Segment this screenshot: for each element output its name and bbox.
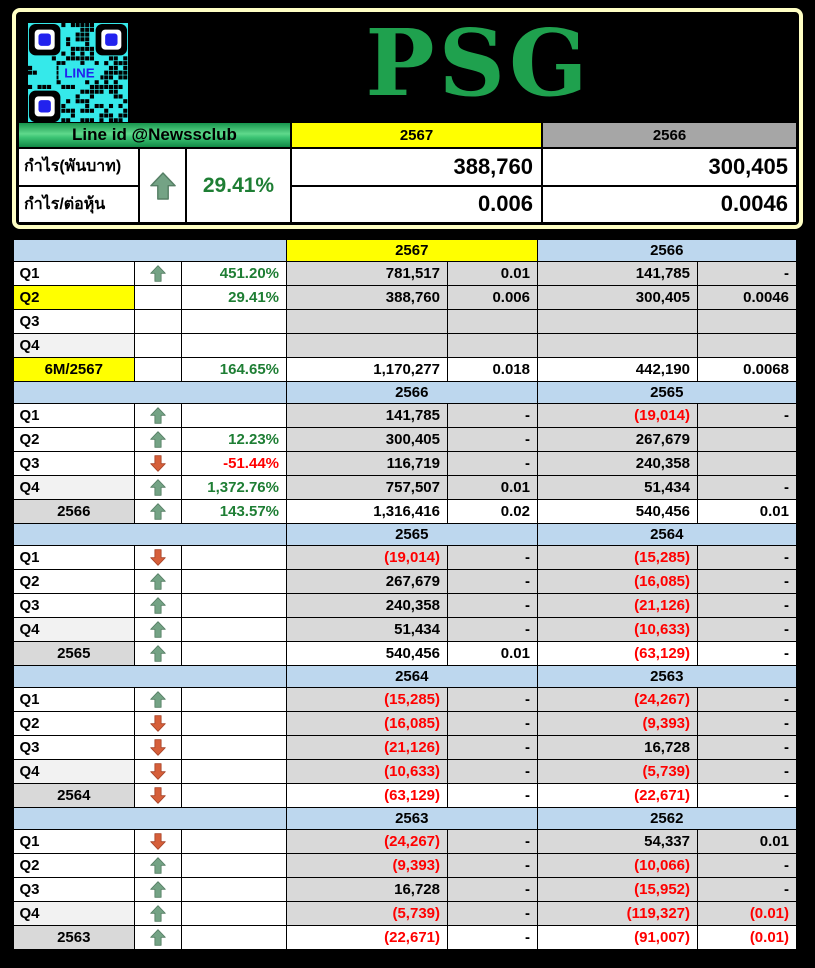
quarter-label-cell: 2563 xyxy=(13,925,136,951)
quarter-row xyxy=(14,618,797,642)
profit-cell: (9,393) xyxy=(286,853,449,879)
quarter-label-cell: Q1 xyxy=(13,403,136,429)
block-header-spacer xyxy=(13,807,288,831)
profit-cell: (119,327) xyxy=(537,901,699,927)
trend-arrow-cell xyxy=(134,901,183,927)
profit-cell: 240,358 xyxy=(286,593,449,619)
profit-cell: (10,066) xyxy=(537,853,699,879)
eps-cell: - xyxy=(447,829,539,855)
profit-cell xyxy=(286,309,449,335)
summary-table xyxy=(18,122,797,223)
up-arrow-icon xyxy=(149,406,167,425)
up-arrow-icon xyxy=(149,572,167,591)
up-arrow-icon xyxy=(149,644,167,663)
profit-cell: 781,517 xyxy=(286,261,449,287)
trend-arrow-cell xyxy=(134,593,183,619)
eps-cell: - xyxy=(697,735,798,761)
profit-cell: 51,434 xyxy=(286,617,449,643)
profit-cell: (5,739) xyxy=(537,759,699,785)
profit-cell: 540,456 xyxy=(286,641,449,667)
eps-cell: - xyxy=(447,427,539,453)
profit-cell: (91,007) xyxy=(537,925,699,951)
quarter-label-cell: Q1 xyxy=(13,687,136,713)
quarter-label-cell: 6M/2567 xyxy=(13,357,136,383)
eps-cell: - xyxy=(697,877,798,903)
quarter-row xyxy=(14,570,797,594)
trend-arrow-cell xyxy=(134,357,183,383)
profit-cell: (63,129) xyxy=(537,641,699,667)
eps-cell: - xyxy=(447,545,539,571)
percent-cell: -51.44% xyxy=(181,451,288,477)
quarter-label-cell: Q2 xyxy=(13,853,136,879)
trend-arrow-cell xyxy=(134,759,183,785)
eps-cell: - xyxy=(697,545,798,571)
profit-cell: (24,267) xyxy=(537,687,699,713)
trend-arrow-cell xyxy=(134,853,183,879)
percent-cell: 143.57% xyxy=(181,499,288,525)
trend-arrow-cell xyxy=(134,925,183,951)
header-panel xyxy=(12,8,803,229)
percent-cell xyxy=(181,687,288,713)
percent-cell: 451.20% xyxy=(181,261,288,287)
eps-cell: - xyxy=(447,711,539,737)
quarter-label-cell: Q2 xyxy=(13,427,136,453)
block-header-spacer xyxy=(13,665,288,689)
eps-cell: - xyxy=(447,925,539,951)
block-year-left: 2563 xyxy=(286,807,539,831)
profit-cell xyxy=(537,309,699,335)
profit-thousand-baht-label: กำไร(พันบาท) xyxy=(18,148,139,186)
quarter-label-cell: Q3 xyxy=(13,877,136,903)
profit-cell: (5,739) xyxy=(286,901,449,927)
eps-cell: 0.01 xyxy=(697,499,798,525)
block-header-row xyxy=(14,666,797,688)
trend-arrow-cell xyxy=(134,641,183,667)
block-year-right: 2563 xyxy=(537,665,798,689)
eps-cell: - xyxy=(697,711,798,737)
eps-cell: - xyxy=(697,687,798,713)
eps-cell: - xyxy=(697,475,798,501)
trend-arrow-cell xyxy=(134,499,183,525)
eps-cell: - xyxy=(697,569,798,595)
block-header-row xyxy=(14,524,797,546)
quarter-label-cell: Q4 xyxy=(13,759,136,785)
up-arrow-icon xyxy=(149,596,167,615)
up-arrow-icon xyxy=(149,904,167,923)
eps-cell: - xyxy=(447,687,539,713)
quarter-label-cell: Q1 xyxy=(13,261,136,287)
percent-cell xyxy=(181,569,288,595)
quarter-row xyxy=(14,688,797,712)
percent-cell: 12.23% xyxy=(181,427,288,453)
profit-cell: 1,170,277 xyxy=(286,357,449,383)
profit-cell: 141,785 xyxy=(286,403,449,429)
block-year-left: 2567 xyxy=(286,239,539,263)
trend-arrow-cell xyxy=(134,309,183,335)
profit-cell: (10,633) xyxy=(537,617,699,643)
quarter-row xyxy=(14,310,797,334)
percent-cell xyxy=(181,925,288,951)
down-arrow-icon xyxy=(149,548,167,567)
trend-arrow-cell xyxy=(134,545,183,571)
eps-cell: - xyxy=(697,617,798,643)
quarter-row xyxy=(14,262,797,286)
trend-arrow-cell xyxy=(134,285,183,311)
profit-cell: (63,129) xyxy=(286,783,449,809)
profit-cell: (16,085) xyxy=(537,569,699,595)
percent-cell xyxy=(181,641,288,667)
profit-cell: 16,728 xyxy=(537,735,699,761)
profit-cell: (15,285) xyxy=(537,545,699,571)
trend-arrow-cell xyxy=(134,783,183,809)
percent-cell xyxy=(181,333,288,359)
stock-ticker-title: PSG xyxy=(365,9,592,117)
up-arrow-icon xyxy=(149,928,167,947)
eps-cell: - xyxy=(447,403,539,429)
qr-line-label: LINE xyxy=(64,65,95,81)
eps-cell: - xyxy=(447,593,539,619)
percent-cell: 29.41% xyxy=(181,285,288,311)
up-arrow-icon xyxy=(149,430,167,449)
percent-cell: 164.65% xyxy=(181,357,288,383)
percent-cell xyxy=(181,711,288,737)
eps-cell xyxy=(697,427,798,453)
profit-cell: (24,267) xyxy=(286,829,449,855)
summary-year-2566-header: 2566 xyxy=(542,122,797,148)
trend-arrow-cell xyxy=(134,877,183,903)
block-header-spacer xyxy=(13,381,288,405)
eps-cell: - xyxy=(697,783,798,809)
percent-cell xyxy=(181,783,288,809)
eps-cell: - xyxy=(697,593,798,619)
quarter-label-cell: Q4 xyxy=(13,617,136,643)
summary-profit-2566: 300,405 xyxy=(542,148,797,186)
quarter-row xyxy=(14,404,797,428)
eps-cell: - xyxy=(697,641,798,667)
trend-arrow-cell xyxy=(134,711,183,737)
percent-cell xyxy=(181,735,288,761)
eps-cell: - xyxy=(697,403,798,429)
quarter-label-cell: Q4 xyxy=(13,901,136,927)
quarters-table xyxy=(14,240,797,950)
eps-cell: - xyxy=(447,617,539,643)
profit-cell: (19,014) xyxy=(537,403,699,429)
trend-arrow-cell xyxy=(134,829,183,855)
profit-cell: 240,358 xyxy=(537,451,699,477)
trend-arrow-cell xyxy=(134,475,183,501)
quarter-row xyxy=(14,476,797,500)
trend-arrow-cell xyxy=(134,617,183,643)
up-arrow-icon xyxy=(149,502,167,521)
profit-cell: (21,126) xyxy=(286,735,449,761)
block-header-spacer xyxy=(13,239,288,263)
profit-cell: 51,434 xyxy=(537,475,699,501)
quarter-row xyxy=(14,830,797,854)
up-arrow-icon xyxy=(148,165,178,207)
line-qr-code xyxy=(28,23,128,123)
profit-cell: 388,760 xyxy=(286,285,449,311)
eps-cell: 0.02 xyxy=(447,499,539,525)
eps-cell: - xyxy=(447,901,539,927)
total-row xyxy=(14,358,797,382)
profit-cell: (15,285) xyxy=(286,687,449,713)
quarter-row xyxy=(14,854,797,878)
quarter-label-cell: Q4 xyxy=(13,333,136,359)
eps-cell xyxy=(697,309,798,335)
quarter-label-cell: Q3 xyxy=(13,451,136,477)
block-year-right: 2566 xyxy=(537,239,798,263)
block-header-row xyxy=(14,382,797,404)
eps-cell xyxy=(447,333,539,359)
trend-arrow-cell xyxy=(134,333,183,359)
trend-arrow-cell xyxy=(134,687,183,713)
profit-cell xyxy=(286,333,449,359)
percent-cell xyxy=(181,545,288,571)
eps-cell: - xyxy=(447,853,539,879)
eps-cell: - xyxy=(697,759,798,785)
summary-trend-arrow xyxy=(139,148,186,223)
block-year-left: 2564 xyxy=(286,665,539,689)
eps-cell: 0.0068 xyxy=(697,357,798,383)
summary-eps-2566: 0.0046 xyxy=(542,186,797,224)
up-arrow-icon xyxy=(149,690,167,709)
eps-cell: (0.01) xyxy=(697,901,798,927)
eps-cell: 0.01 xyxy=(447,641,539,667)
percent-cell xyxy=(181,617,288,643)
block-year-left: 2566 xyxy=(286,381,539,405)
eps-cell: - xyxy=(447,735,539,761)
block-year-right: 2564 xyxy=(537,523,798,547)
down-arrow-icon xyxy=(149,738,167,757)
quarter-label-cell: Q4 xyxy=(13,475,136,501)
eps-cell: 0.0046 xyxy=(697,285,798,311)
eps-cell: - xyxy=(697,261,798,287)
trend-arrow-cell xyxy=(134,403,183,429)
up-arrow-icon xyxy=(149,478,167,497)
summary-year-2567-header: 2567 xyxy=(291,122,542,148)
eps-cell: (0.01) xyxy=(697,925,798,951)
eps-cell: 0.01 xyxy=(697,829,798,855)
block-header-row xyxy=(14,240,797,262)
profit-cell: (21,126) xyxy=(537,593,699,619)
percent-cell xyxy=(181,853,288,879)
eps-cell xyxy=(447,309,539,335)
trend-arrow-cell xyxy=(134,451,183,477)
down-arrow-icon xyxy=(149,786,167,805)
percent-cell xyxy=(181,403,288,429)
quarter-label-cell: Q2 xyxy=(13,711,136,737)
up-arrow-icon xyxy=(149,264,167,283)
profit-cell: 16,728 xyxy=(286,877,449,903)
profit-cell: (9,393) xyxy=(537,711,699,737)
quarter-label-cell: Q3 xyxy=(13,309,136,335)
quarter-label-cell: Q3 xyxy=(13,735,136,761)
summary-percent-change: 29.41% xyxy=(186,148,291,223)
profit-cell: (19,014) xyxy=(286,545,449,571)
profit-cell: 141,785 xyxy=(537,261,699,287)
line-id-banner: Line id @Newssclub xyxy=(18,122,291,148)
percent-cell xyxy=(181,877,288,903)
quarter-row xyxy=(14,428,797,452)
down-arrow-icon xyxy=(149,454,167,473)
down-arrow-icon xyxy=(149,714,167,733)
down-arrow-icon xyxy=(149,832,167,851)
eps-cell: - xyxy=(447,759,539,785)
quarter-row xyxy=(14,594,797,618)
eps-cell: - xyxy=(447,569,539,595)
eps-cell: 0.018 xyxy=(447,357,539,383)
profit-cell: (22,671) xyxy=(537,783,699,809)
profit-cell: 300,405 xyxy=(286,427,449,453)
quarter-row xyxy=(14,760,797,784)
block-year-right: 2562 xyxy=(537,807,798,831)
quarter-label-cell: 2564 xyxy=(13,783,136,809)
profit-cell: (15,952) xyxy=(537,877,699,903)
profit-cell: 1,316,416 xyxy=(286,499,449,525)
percent-cell: 1,372.76% xyxy=(181,475,288,501)
profit-cell: 442,190 xyxy=(537,357,699,383)
eps-cell: 0.006 xyxy=(447,285,539,311)
quarter-label-cell: 2565 xyxy=(13,641,136,667)
total-row xyxy=(14,784,797,808)
quarter-label-cell: Q2 xyxy=(13,569,136,595)
total-row xyxy=(14,642,797,666)
total-row xyxy=(14,500,797,524)
eps-cell: - xyxy=(447,451,539,477)
block-header-spacer xyxy=(13,523,288,547)
quarter-row xyxy=(14,286,797,310)
total-row xyxy=(14,926,797,950)
quarter-label-cell: 2566 xyxy=(13,499,136,525)
quarter-row xyxy=(14,712,797,736)
percent-cell xyxy=(181,759,288,785)
summary-eps-2567: 0.006 xyxy=(291,186,542,224)
quarter-label-cell: Q1 xyxy=(13,545,136,571)
block-year-right: 2565 xyxy=(537,381,798,405)
trend-arrow-cell xyxy=(134,569,183,595)
quarter-label-cell: Q1 xyxy=(13,829,136,855)
percent-cell xyxy=(181,309,288,335)
profit-cell: (10,633) xyxy=(286,759,449,785)
qr-image xyxy=(28,23,128,123)
profit-cell: 54,337 xyxy=(537,829,699,855)
profit-cell: 116,719 xyxy=(286,451,449,477)
quarter-label-cell: Q3 xyxy=(13,593,136,619)
profit-cell: 540,456 xyxy=(537,499,699,525)
eps-label: กำไร/ต่อหุ้น xyxy=(18,186,139,224)
eps-cell: 0.01 xyxy=(447,475,539,501)
eps-cell: 0.01 xyxy=(447,261,539,287)
quarter-row xyxy=(14,878,797,902)
down-arrow-icon xyxy=(149,762,167,781)
profit-cell: 267,679 xyxy=(286,569,449,595)
profit-cell: 757,507 xyxy=(286,475,449,501)
profit-cell: 300,405 xyxy=(537,285,699,311)
eps-cell xyxy=(697,451,798,477)
profit-cell: (16,085) xyxy=(286,711,449,737)
up-arrow-icon xyxy=(149,620,167,639)
profit-cell: 267,679 xyxy=(537,427,699,453)
quarter-row xyxy=(14,902,797,926)
percent-cell xyxy=(181,593,288,619)
block-year-left: 2565 xyxy=(286,523,539,547)
up-arrow-icon xyxy=(149,856,167,875)
percent-cell xyxy=(181,829,288,855)
up-arrow-icon xyxy=(149,880,167,899)
eps-cell xyxy=(697,333,798,359)
profit-cell xyxy=(537,333,699,359)
trend-arrow-cell xyxy=(134,427,183,453)
eps-cell: - xyxy=(697,853,798,879)
trend-arrow-cell xyxy=(134,261,183,287)
quarter-row xyxy=(14,546,797,570)
eps-cell: - xyxy=(447,877,539,903)
profit-cell: (22,671) xyxy=(286,925,449,951)
quarter-row xyxy=(14,334,797,358)
trend-arrow-cell xyxy=(134,735,183,761)
eps-cell: - xyxy=(447,783,539,809)
summary-profit-2567: 388,760 xyxy=(291,148,542,186)
block-header-row xyxy=(14,808,797,830)
quarter-label-cell: Q2 xyxy=(13,285,136,311)
percent-cell xyxy=(181,901,288,927)
quarter-row xyxy=(14,452,797,476)
quarter-row xyxy=(14,736,797,760)
